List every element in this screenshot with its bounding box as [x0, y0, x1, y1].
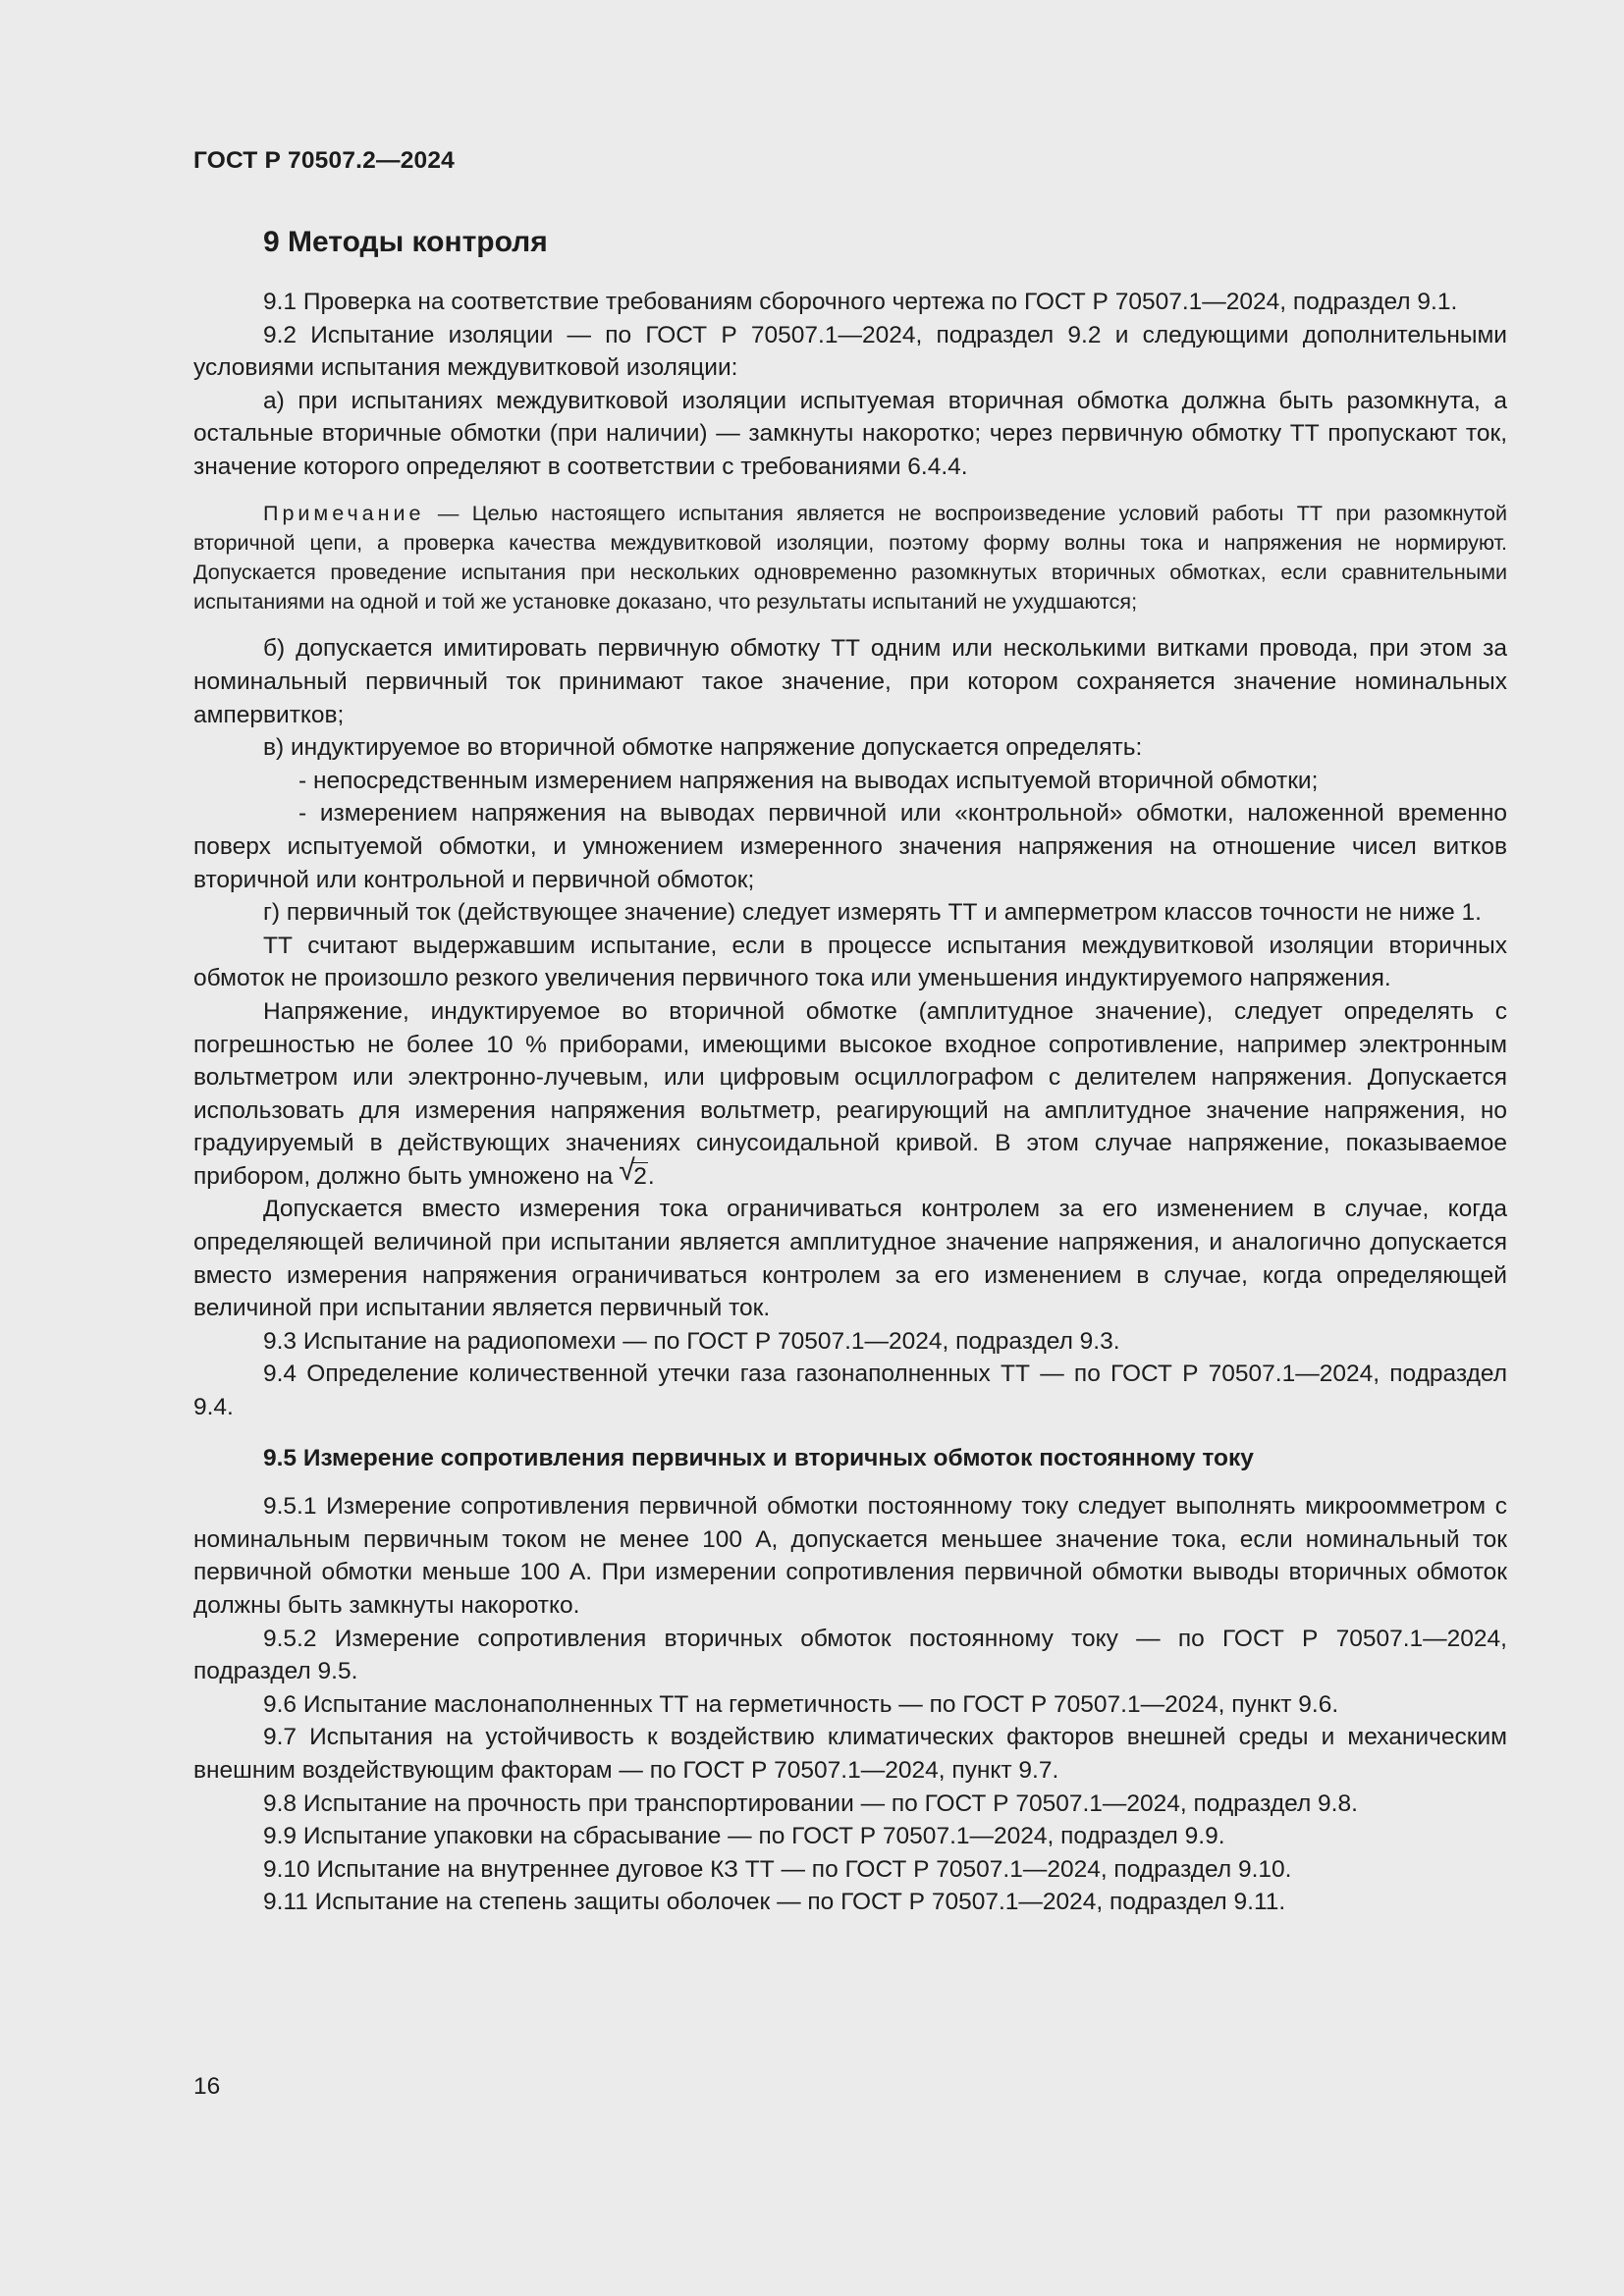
note-label: Примечание: [263, 501, 425, 525]
dash-item: - измерением напряжения на выводах первичной или «контрольной» обмотки, наложенной временно поверх испытуемой обмотки, и умножением измеренного значения напряжения на отношение чисел витков вторичной или контрольной и первичной обмоток;: [193, 800, 1507, 893]
paragraph: г) первичный ток (действующее значение) следует измерять ТТ и амперметром классов точности не ниже 1.: [263, 899, 1482, 927]
paragraph: Допускается вместо измерения тока ограничиваться контролем за его изменением в случае, когда определяющей величиной при испытании является амплитудное значение напряжения, и аналогично допускается вместо измерения напряжения ограничиваться контролем за его изменением в случае, когда определяющей величиной при испытании является первичный ток.: [193, 1196, 1507, 1322]
paragraph: б) допускается имитировать первичную обмотку ТТ одним или несколькими витками провода, при этом за номинальный первичный ток принимают такое значение, при котором сохраняется значение номинальных ампервитков;: [193, 635, 1507, 728]
paragraph: в) индуктируемое во вторичной обмотке напряжение допускается определять:: [263, 734, 1143, 762]
document-header: ГОСТ Р 70507.2—2024: [193, 147, 455, 174]
page-number: 16: [193, 2073, 221, 2100]
paragraph: 9.5.1 Измерение сопротивления первичной обмотки постоянному току следует выполнять микроомметром с номинальным первичным током не менее 100 А, допускается меньшее значение тока, если номинальный ток первичной обмотки меньше 100 А. При измерении сопротивления первичной обмотки выводы вторичных обмоток должны быть замкнуты накоротко.: [193, 1493, 1507, 1619]
paragraph: 9.2 Испытание изоляции — по ГОСТ Р 70507.1—2024, подраздел 9.2 и следующими дополнительными условиями испытания междувитковой изоляции:: [193, 321, 1507, 382]
note: [193, 499, 1507, 617]
subsection-title: 9.5 Измерение сопротивления первичных и вторичных обмоток постоянному току: [263, 1444, 1254, 1471]
voltage-text: Напряжение, индуктируемое во вторичной обмотке (амплитудное значение), следует определять с погрешностью не более 10 % приборами, имеющими высокое входное сопротивление, например электронным вольтметром или электронно-лучевым, или цифровым осциллографом с делителем напряжения. Допускается использовать для измерения напряжения вольтметр, реагирующий на амплитудное значение напряжения, но градуируемый в действующих значениях синусоидальной кривой. В этом случае напряжение, показываемое прибором, должно быть умножено на: [193, 997, 1507, 1190]
paragraph: 9.3 Испытание на радиопомехи — по ГОСТ Р 70507.1—2024, подраздел 9.3.: [263, 1327, 1120, 1355]
paragraph: 9.11 Испытание на степень защиты оболочек — по ГОСТ Р 70507.1—2024, подраздел 9.11.: [263, 1889, 1286, 1916]
dash-item: - непосредственным измерением напряжения на выводах испытуемой вторичной обмотки;: [298, 767, 1319, 794]
paragraph: 9.8 Испытание на прочность при транспортировании — по ГОСТ Р 70507.1—2024, подраздел 9.8.: [263, 1789, 1358, 1817]
document-body: [193, 223, 1507, 1919]
note-text: — Целью настоящего испытания является не воспроизведение условий работы ТТ при разомкнутой вторичной цепи, а проверка качества междувитковой изоляции, поэтому форму волны тока и напряжения не нормируют. Допускается проведение испытания при нескольких одновременно разомкнутых вторичных обмотках, если сравнительными испытаниями на одной и той же установке доказано, что результаты испытаний не ухудшаются;: [193, 501, 1507, 614]
paragraph: 9.6 Испытание маслонаполненных ТТ на герметичность — по ГОСТ Р 70507.1—2024, пункт 9.6.: [263, 1690, 1339, 1718]
sqrt-icon: √: [619, 1153, 635, 1187]
paragraph: а) при испытаниях междувитковой изоляции испытуемая вторичная обмотка должна быть разомкнута, а остальные вторичные обмотки (при наличии) — замкнуты накоротко; через первичную обмотку ТТ пропускают ток, значение которого определяют в соответствии с требованиями 6.4.4.: [193, 387, 1507, 480]
paragraph: 9.7 Испытания на устойчивость к воздействию климатических факторов внешней среды и механическим внешним воздействующим факторам — по ГОСТ Р 70507.1—2024, пункт 9.7.: [193, 1724, 1507, 1784]
voltage-end: .: [647, 1162, 655, 1190]
voltage-paragraph: [193, 995, 1507, 1194]
paragraph: 9.5.2 Измерение сопротивления вторичных обмоток постоянному току — по ГОСТ Р 70507.1—2024, подраздел 9.5.: [193, 1625, 1507, 1685]
paragraph: 9.9 Испытание упаковки на сбрасывание — по ГОСТ Р 70507.1—2024, подраздел 9.9.: [263, 1823, 1225, 1850]
paragraph: 9.10 Испытание на внутреннее дуговое КЗ ТТ — по ГОСТ Р 70507.1—2024, подраздел 9.10.: [263, 1855, 1292, 1883]
sqrt-value: 2: [633, 1162, 647, 1190]
paragraph: 9.1 Проверка на соответствие требованиям сборочного чертежа по ГОСТ Р 70507.1—2024, подраздел 9.1.: [263, 289, 1458, 315]
section-title: 9 Методы контроля: [263, 226, 548, 258]
sqrt-formula: [619, 1153, 648, 1194]
paragraph: 9.4 Определение количественной утечки газа газонаполненных ТТ — по ГОСТ Р 70507.1—2024, подраздел 9.4.: [193, 1361, 1507, 1421]
paragraph: ТТ считают выдержавшим испытание, если в процессе испытания междувитковой изоляции вторичных обмоток не произошло резкого увеличения первичного тока или уменьшения индуктируемого напряжения.: [193, 932, 1507, 992]
